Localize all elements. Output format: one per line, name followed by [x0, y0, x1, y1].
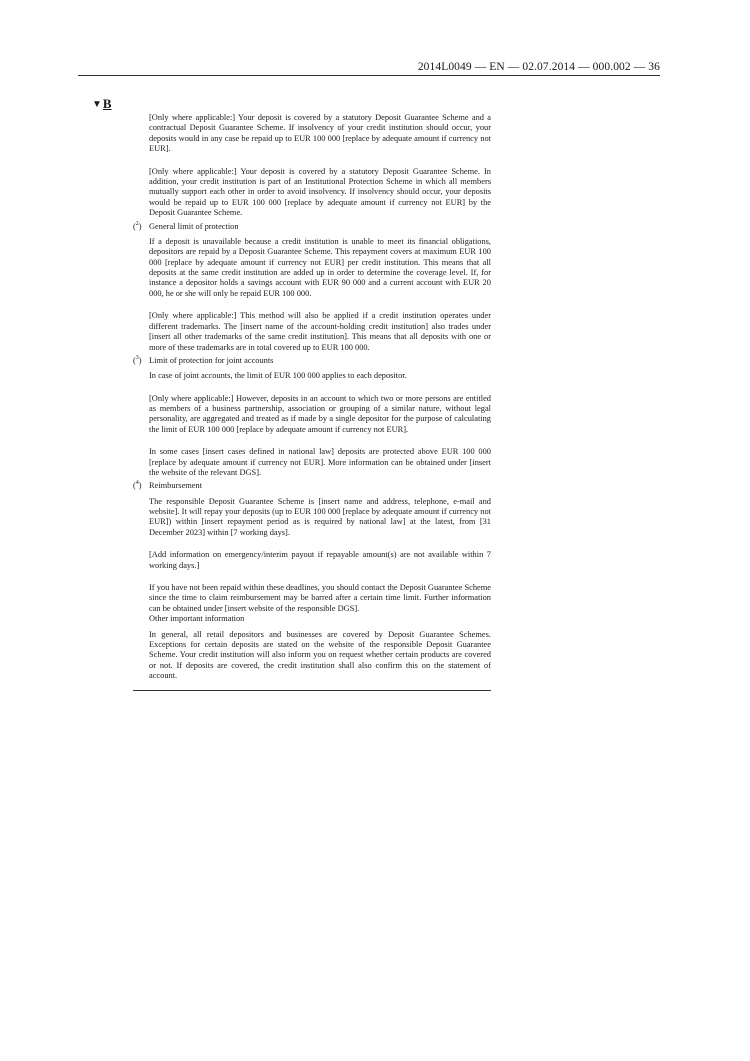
paragraph-business-partnership: [Only where applicable:] However, deposits in an account to which two or more persons are entitled as members of a business partnership, association or grouping of a similar nature, without legal personality, are aggregated and treated as if made by a single depositor for the purpose of calculating the limit of EUR 100 000 [replace by adequate amount if currency not EUR].	[149, 393, 491, 434]
paragraph-deadlines: If you have not been repaid within these deadlines, you should contact the Deposit Guarantee Scheme since the time to claim reimbursement may be barred after a certain time limit. Further information can be obtained under [insert website of the responsible DGS].	[149, 583, 491, 613]
header-rule	[78, 75, 660, 76]
paragraph-general-limit: If a deposit is unavailable because a credit institution is unable to meet its financial obligations, depositors are repaid by a Deposit Guarantee Scheme. This repayment covers at maximum EUR 100 000 [replace by adequate amount if currency not EUR] per credit institution. This means that all deposits at the same credit institution are added up in order to determine the coverage level. If, for instance a depositor holds a savings account with EUR 90 000 and a current account with EUR 20 000, he or she will only be repaid EUR 100 000.	[149, 236, 491, 298]
page-header-reference: 2014L0049 — EN — 02.07.2014 — 000.002 — 36	[417, 61, 660, 73]
document-body	[133, 113, 491, 691]
footnote-heading-reimbursement	[133, 478, 491, 491]
triangle-marker-icon: ▼	[92, 99, 102, 110]
amendment-marker	[92, 96, 112, 112]
paragraph-trademarks: [Only where applicable:] This method will also be applied if a credit institution operates under different trademarks. The [insert name of the account-holding credit institution] also trades under [insert all other trademarks of the same credit institution]. This means that all deposits with one or more of these trademarks are in total covered up to EUR 100 000.	[149, 311, 491, 352]
paragraph-emergency-payout: [Add information on emergency/interim payout if repayable amount(s) are not available within 7 working days.]	[149, 550, 491, 570]
footnote-heading-general-limit	[133, 219, 491, 232]
footnote-number: ($^4$)	[133, 480, 142, 491]
section-end-rule	[133, 690, 491, 691]
heading-other-information: Other important information	[149, 614, 245, 624]
paragraph-joint-limit: In case of joint accounts, the limit of EUR 100 000 applies to each depositor.	[149, 371, 407, 381]
heading-title: Reimbursement	[149, 481, 203, 491]
paragraph-responsible-dgs: The responsible Deposit Guarantee Scheme is [insert name and address, telephone, e-mail and website]. It will repay your deposits (up to EUR 100 000 [replace by adequate amount if currency not EUR]) within [insert repayment period as is required by national law] at the latest, from [31 December 2023] within [7 working days].	[149, 496, 491, 537]
paragraph-national-law-cases: In some cases [insert cases defined in national law] deposits are protected above EUR 100 000 [replace by adequate amount if currency not EUR]. More information can be obtained under [insert the website of the relevant DGS].	[149, 447, 491, 477]
paragraph-institutional-protection: [Only where applicable:] Your deposit is covered by a statutory Deposit Guarantee Scheme. In addition, your credit institution is part of an Institutional Protection Scheme in which all members mutually support each other in order to avoid insolvency. If insolvency should occur, your deposits would be repaid up to EUR 100 000 [replace by adequate amount if currency not EUR] by the Deposit Guarantee Scheme.	[149, 166, 491, 218]
heading-title: Limit of protection for joint accounts	[149, 355, 274, 365]
marker-letter: B	[102, 96, 112, 111]
footnote-heading-joint-accounts	[133, 353, 491, 366]
paragraph-other-information: In general, all retail depositors and businesses are covered by Deposit Guarantee Schemes. Exceptions for certain deposits are stated on the website of the responsible Deposit Guarantee Scheme. Your credit institution will also inform you on request whether certain products are covered or not. If deposits are covered, the credit institution shall also confirm this on the statement of account.	[149, 629, 491, 681]
footnote-number: ($^3$)	[133, 354, 142, 365]
footnote-number: ($^2$)	[133, 220, 142, 231]
heading-title: General limit of protection	[149, 221, 239, 231]
paragraph-statutory-contractual: [Only where applicable:] Your deposit is covered by a statutory Deposit Guarantee Scheme and a contractual Deposit Guarantee Scheme. If insolvency of your credit institution should occur, your deposits would in any case be repaid up to EUR 100 000 [replace by adequate amount if currency not EUR].	[149, 113, 491, 154]
